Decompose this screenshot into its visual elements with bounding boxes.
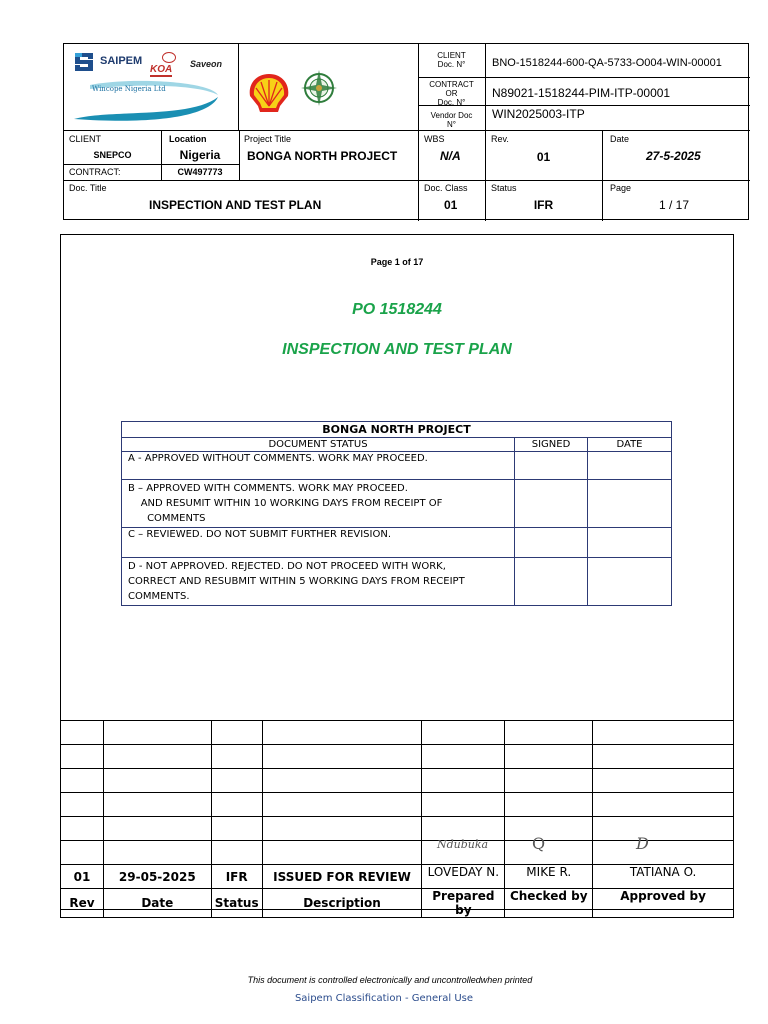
- revision-label-row: [61, 889, 734, 918]
- saveon-logo-text: Saveon: [190, 59, 223, 69]
- wincope-logo-text: Wincope Nigeria Ltd: [92, 85, 166, 93]
- vendor-doc-label: Vendor Doc N°: [430, 111, 473, 129]
- wbs-value: N/A: [440, 149, 461, 163]
- status-row-a: A - APPROVED WITHOUT COMMENTS. WORK MAY PROCEED.: [122, 452, 515, 480]
- date-value: 27-5-2025: [646, 149, 701, 163]
- revision-approved: TATIANA O.: [593, 865, 734, 889]
- classification-label: Saipem Classification - General Use: [294, 993, 474, 1004]
- revision-row: [61, 865, 734, 889]
- signed-col-header: SIGNED: [515, 438, 588, 452]
- revision-rev: 01: [61, 865, 104, 889]
- prepared-signature: Ndubuka: [437, 838, 489, 851]
- approved-col-label: Approved by: [593, 889, 734, 918]
- revision-prepared: LOVEDAY N.: [422, 865, 505, 889]
- status-label: Status: [491, 183, 517, 193]
- client-label: CLIENT: [69, 134, 102, 144]
- po-title: PO 1518244: [352, 301, 442, 318]
- status-row-b: B – APPROVED WITH COMMENTS. WORK MAY PROCEED. AND RESUMIT WITHIN 10 WORKING DAYS FROM RECEIPT OF COMMENTS: [122, 480, 515, 528]
- contract-doc-label: CONTRACT OR Doc. N°: [429, 80, 474, 107]
- revision-table: [60, 720, 734, 918]
- client-value: SNEPCO: [93, 150, 132, 160]
- saipem-logo-text: SAIPEM: [100, 55, 143, 67]
- date-cell-d[interactable]: [588, 558, 672, 606]
- client-doc-label: CLIENT Doc. N°: [437, 51, 466, 69]
- checked-col-label: Checked by: [505, 889, 593, 918]
- status-col-label: Status: [211, 889, 262, 918]
- contract-doc-value: N89021-1518244-PIM-ITP-00001: [492, 86, 671, 100]
- date-col-header: DATE: [588, 438, 672, 452]
- contract-label: CONTRACT:: [69, 167, 121, 177]
- location-value: Nigeria: [179, 148, 221, 162]
- page-value: 1 / 17: [658, 198, 690, 212]
- saipem-logo-icon: [72, 50, 96, 74]
- compass-logo-icon: [301, 70, 337, 106]
- table-row: [61, 769, 734, 793]
- project-title-label: Project Title: [244, 134, 292, 144]
- date-cell-c[interactable]: [588, 528, 672, 558]
- signed-cell-d[interactable]: [515, 558, 588, 606]
- approved-signature: D: [636, 834, 649, 853]
- date-cell-b[interactable]: [588, 480, 672, 528]
- date-col-label: Date: [103, 889, 211, 918]
- status-row-c: C – REVIEWED. DO NOT SUBMIT FURTHER REVISION.: [122, 528, 515, 558]
- footer-note: This document is controlled electronically and uncontrolledwhen printed: [247, 975, 533, 985]
- revision-status: IFR: [211, 865, 262, 889]
- status-row-d: D - NOT APPROVED. REJECTED. DO NOT PROCEED WITH WORK, CORRECT AND RESUBMIT WITHIN 5 WORKING DAYS FROM RECEIPT COMMENTS.: [122, 558, 515, 606]
- revision-checked: MIKE R.: [505, 865, 593, 889]
- contract-value: CW497773: [177, 167, 223, 177]
- vendor-doc-value: WIN2025003-ITP: [492, 107, 585, 121]
- itp-title: INSPECTION AND TEST PLAN: [282, 341, 512, 358]
- signed-cell-a[interactable]: [515, 452, 588, 480]
- client-doc-value: BNO-1518244-600-QA-5733-O004-WIN-00001: [492, 57, 722, 69]
- revision-description: ISSUED FOR REVIEW: [262, 865, 422, 889]
- page-label: Page: [610, 183, 632, 193]
- koa-logo-text: KOA: [150, 64, 173, 75]
- rev-col-label: Rev: [61, 889, 104, 918]
- project-title-value: BONGA NORTH PROJECT: [247, 149, 398, 163]
- revision-date: 29-05-2025: [103, 865, 211, 889]
- status-col-header: DOCUMENT STATUS: [122, 438, 515, 452]
- prepared-col-label: Prepared by: [422, 889, 505, 918]
- status-value: IFR: [533, 198, 554, 212]
- location-label: Location: [169, 134, 207, 144]
- table-row: [61, 793, 734, 817]
- rev-label: Rev.: [491, 134, 509, 144]
- table-row: [61, 841, 734, 865]
- rev-value: 01: [536, 150, 551, 164]
- date-cell-a[interactable]: [588, 452, 672, 480]
- table-row: [61, 721, 734, 745]
- description-col-label: Description: [262, 889, 422, 918]
- status-table-title: BONGA NORTH PROJECT: [122, 422, 672, 438]
- signed-cell-b[interactable]: [515, 480, 588, 528]
- document-header: [63, 43, 749, 220]
- doc-title-label: Doc. Title: [69, 183, 107, 193]
- table-row: [61, 817, 734, 841]
- koa-mark-icon: [162, 52, 176, 63]
- signed-cell-c[interactable]: [515, 528, 588, 558]
- doc-title-value: INSPECTION AND TEST PLAN: [149, 198, 322, 212]
- page-of-text: Page 1 of 17: [370, 257, 424, 267]
- table-row: [61, 745, 734, 769]
- date-label: Date: [610, 134, 630, 144]
- checked-signature: Q: [532, 834, 546, 853]
- doc-class-value: 01: [444, 198, 458, 212]
- document-status-table: [121, 421, 672, 606]
- shell-logo-icon: [246, 72, 292, 114]
- doc-class-label: Doc. Class: [424, 183, 468, 193]
- wbs-label: WBS: [424, 134, 445, 144]
